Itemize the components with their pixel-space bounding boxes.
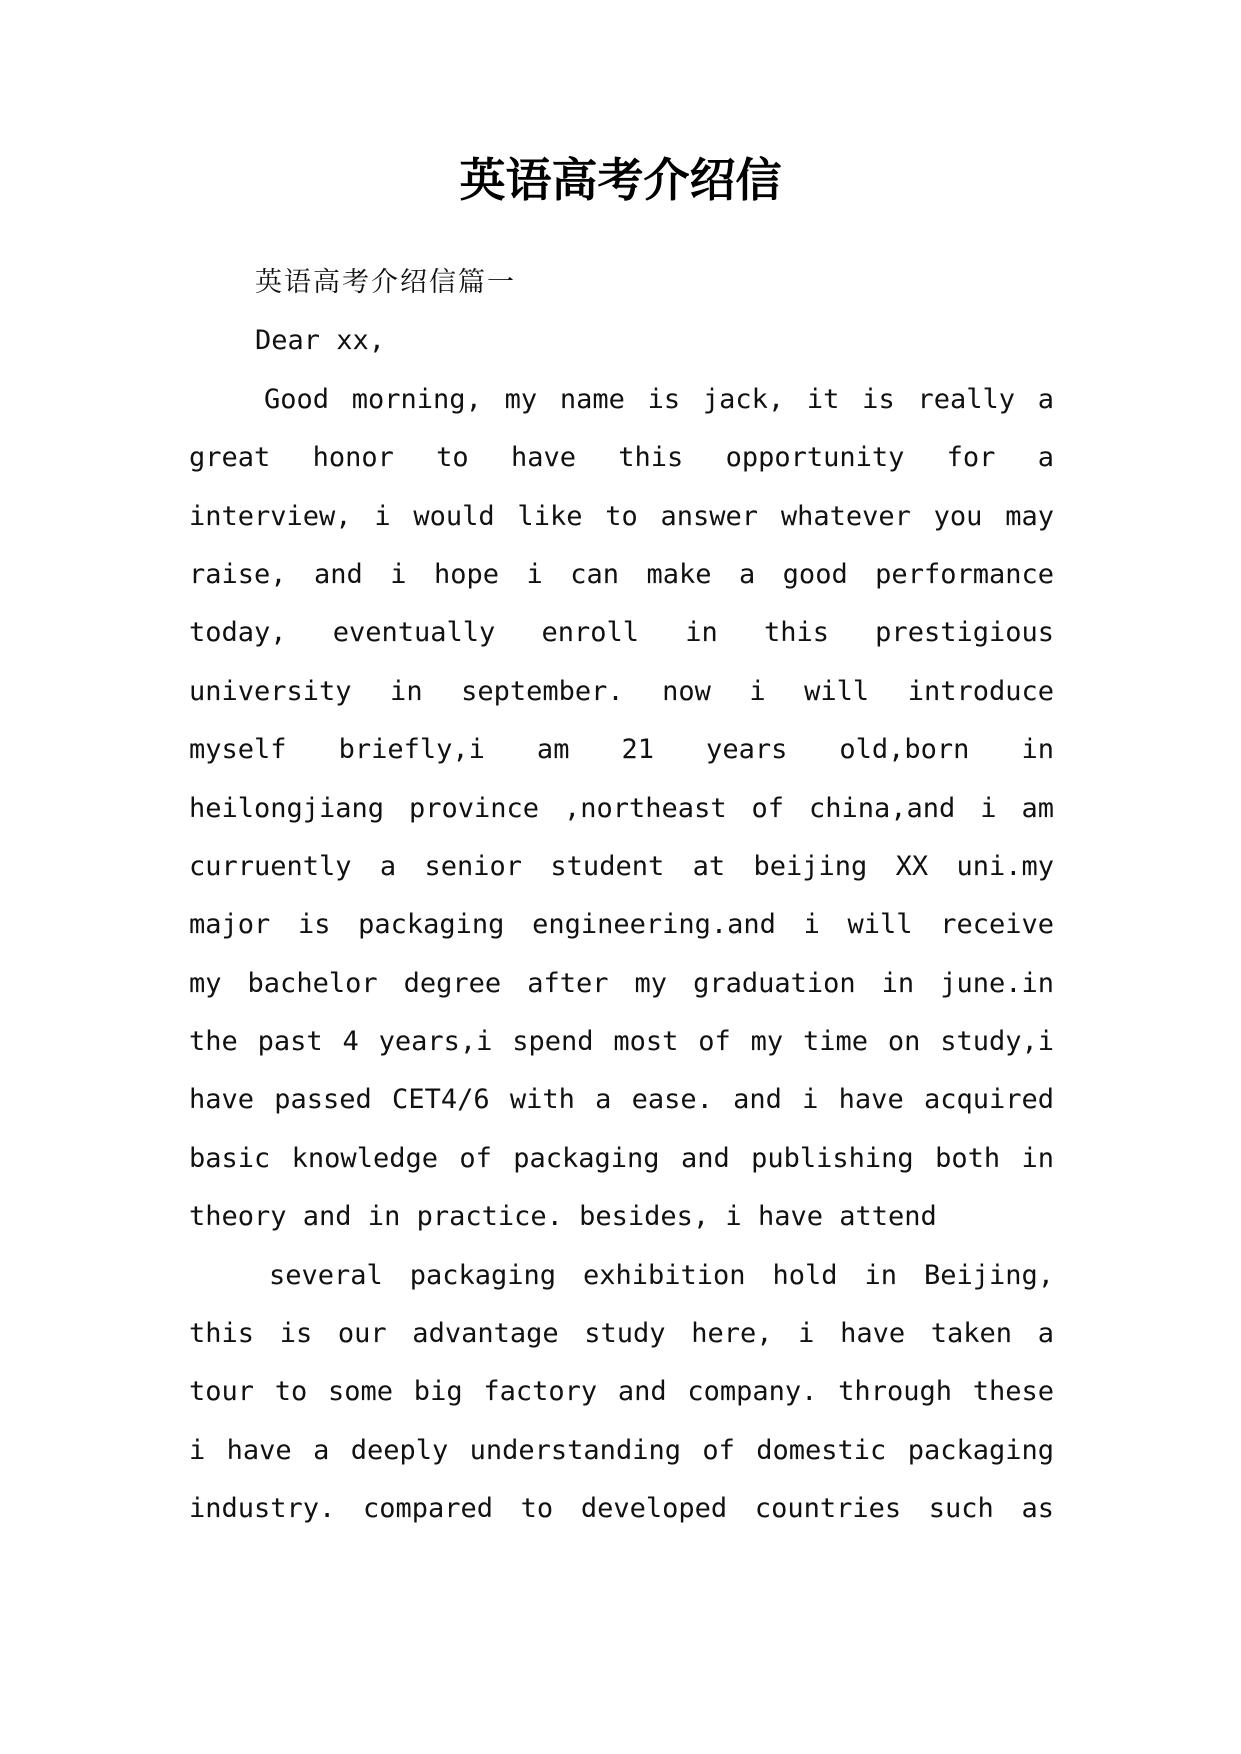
paragraph-line: this is our advantage study here, i have taken a	[189, 1318, 1054, 1350]
paragraph-line: my bachelor degree after my graduation in june.in	[189, 967, 1054, 999]
paragraph-line: university in september. now i will introduce	[189, 675, 1054, 707]
paragraph-line: interview, i would like to answer whatever you may	[189, 500, 1054, 532]
document-body	[189, 254, 1054, 1539]
paragraph-line: Good morning, my name is jack, it is really a	[264, 383, 1054, 415]
paragraph-line: today, eventually enroll in this prestigious	[189, 617, 1054, 649]
paragraph-line: basic knowledge of packaging and publishing both in	[189, 1142, 1054, 1174]
paragraph-line: raise, and i hope i can make a good performance	[189, 558, 1054, 590]
paragraph-line: myself briefly,i am 21 years old,born in	[189, 734, 1054, 766]
paragraph-line: several packaging exhibition hold in Beijing,	[269, 1259, 1054, 1291]
paragraph-line: great honor to have this opportunity for a	[189, 442, 1054, 474]
paragraph-line: i have a deeply understanding of domestic packaging	[189, 1434, 1054, 1466]
salutation: Dear xx,	[255, 325, 386, 357]
document-title: 英语高考介绍信	[459, 153, 782, 207]
paragraph-line: the past 4 years,i spend most of my time on study,i	[189, 1026, 1054, 1058]
paragraph-line: industry. compared to developed countries such as	[189, 1493, 1054, 1525]
paragraph-line: have passed CET4/6 with a ease. and i have acquired	[189, 1084, 1054, 1116]
paragraph-line: curruently a senior student at beijing XX uni.my	[189, 850, 1054, 882]
paragraph-line: major is packaging engineering.and i will receive	[189, 909, 1054, 941]
paragraph-line: theory and in practice. besides, i have attend	[189, 1201, 937, 1233]
paragraph-line: tour to some big factory and company. through these	[189, 1376, 1054, 1408]
section-heading: 英语高考介绍信篇一	[255, 267, 516, 298]
paragraph-line: heilongjiang province ,northeast of china,and i am	[189, 792, 1054, 824]
